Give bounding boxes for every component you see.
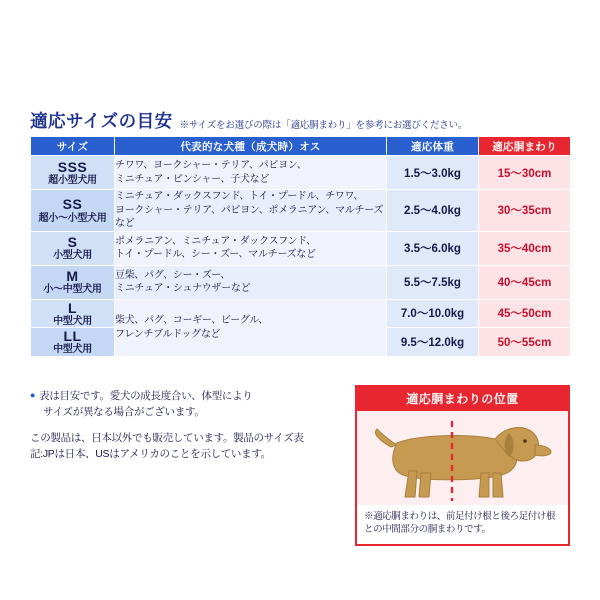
cell-breeds — [115, 190, 387, 232]
cell-size — [31, 156, 115, 190]
cell-chest: 50～55cm — [479, 328, 571, 357]
cell-chest: 35～40cm — [479, 231, 571, 265]
breed-line: トイ・プードル、シー・ズー、マルチーズなど — [115, 249, 316, 260]
table-header-row — [31, 137, 571, 156]
size-subtitle: 小～中型犬用 — [43, 284, 102, 296]
size-code: SS — [62, 196, 83, 213]
table-row — [31, 190, 571, 232]
breed-line: 豆柴、パグ、シー・ズー、 — [115, 269, 231, 281]
cell-weight: 1.5～3.0kg — [387, 156, 479, 190]
header-note: ※サイズをお選びの際は「適応胴まわり」を参考にお選びください。 — [179, 120, 468, 131]
cell-size — [31, 299, 115, 328]
panel-title: 適応胴まわりの位置 — [357, 387, 568, 411]
note-item — [30, 388, 325, 404]
panel-caption: ※適応胴まわりは、前足付け根と後ろ足付け根との中間部分の胴まわりです。 — [364, 511, 556, 536]
cell-breeds — [115, 231, 387, 265]
table-row — [31, 299, 571, 328]
size-code: SSS — [57, 158, 88, 175]
size-subtitle: 中型犬用 — [53, 344, 92, 356]
cell-weight: 5.5～7.5kg — [387, 265, 479, 299]
size-code: S — [67, 234, 78, 251]
cell-size — [31, 231, 115, 265]
note-text: 表は目安です。愛犬の成長度合い、体型により — [39, 390, 253, 402]
note-text: 記:JPは日本、USはアメリカのことを示しています。 — [30, 447, 271, 460]
cell-chest: 30～35cm — [479, 190, 571, 232]
cell-weight: 2.5～4.0kg — [387, 190, 479, 232]
chest-position-panel — [355, 385, 570, 546]
cell-size — [31, 265, 115, 299]
dog-illustration-svg — [357, 411, 567, 505]
note-text-continued: サイズが異なる場合がございます。 — [43, 406, 205, 419]
size-code: LL — [63, 328, 82, 345]
cell-weight: 7.0～10.0kg — [387, 299, 479, 328]
size-code: L — [67, 299, 78, 316]
cell-chest: 15～30cm — [479, 156, 571, 190]
cell-weight: 9.5～12.0kg — [387, 328, 479, 357]
column-header-size: サイズ — [31, 137, 115, 156]
table-row — [31, 231, 571, 265]
page-title: 適応サイズの目安 — [30, 111, 173, 131]
cell-chest: 40～45cm — [479, 265, 571, 299]
size-subtitle: 中型犬用 — [53, 315, 92, 327]
table-row — [31, 156, 571, 190]
column-header-breeds: 代表的な犬種（成犬時）オス — [115, 137, 387, 156]
column-header-weight: 適応体重 — [387, 137, 479, 156]
cell-breeds — [115, 156, 387, 190]
size-subtitle: 超小～小型犬用 — [38, 212, 107, 224]
size-subtitle: 小型犬用 — [53, 250, 92, 262]
breed-line: 柴犬、パグ、コーギー、ビーグル、 — [115, 315, 268, 327]
column-header-chest: 適応胴まわり — [479, 137, 571, 156]
cell-breeds — [115, 299, 387, 356]
size-code: M — [66, 268, 79, 285]
breed-line: ミニチュア・ダックスフンド、トイ・プードル、チワワ、 — [115, 191, 364, 202]
breed-line: ポメラニアン、ミニチュア・ダックスフンド、 — [115, 235, 316, 247]
table-row — [31, 265, 571, 299]
section-header — [30, 108, 575, 133]
size-table — [30, 136, 571, 357]
notes-block — [30, 388, 325, 462]
breed-line: フレンチブルドッグなど — [115, 328, 221, 340]
bullet-icon: ● — [30, 390, 36, 400]
cell-weight: 3.5～6.0kg — [387, 231, 479, 265]
cell-size — [31, 190, 115, 232]
dog-diagram — [357, 411, 568, 505]
breed-line: ヨークシャー・テリア、パピヨン、ポメラニアン、マルチーズなど — [115, 204, 384, 229]
breed-line: ミニチュア・ピンシャー、子犬など — [115, 173, 270, 185]
breed-line: チワワ、ヨークシャー・テリア、パピヨン、 — [115, 160, 307, 171]
cell-size — [31, 328, 115, 357]
note-text: この製品は、日本以外でも販売しています。製品のサイズ表 — [30, 431, 304, 444]
breed-line: ミニチュア・シュナウザーなど — [115, 283, 251, 294]
size-subtitle: 超小型犬用 — [48, 174, 97, 186]
cell-breeds — [115, 265, 387, 299]
cell-chest: 45～50cm — [479, 299, 571, 328]
